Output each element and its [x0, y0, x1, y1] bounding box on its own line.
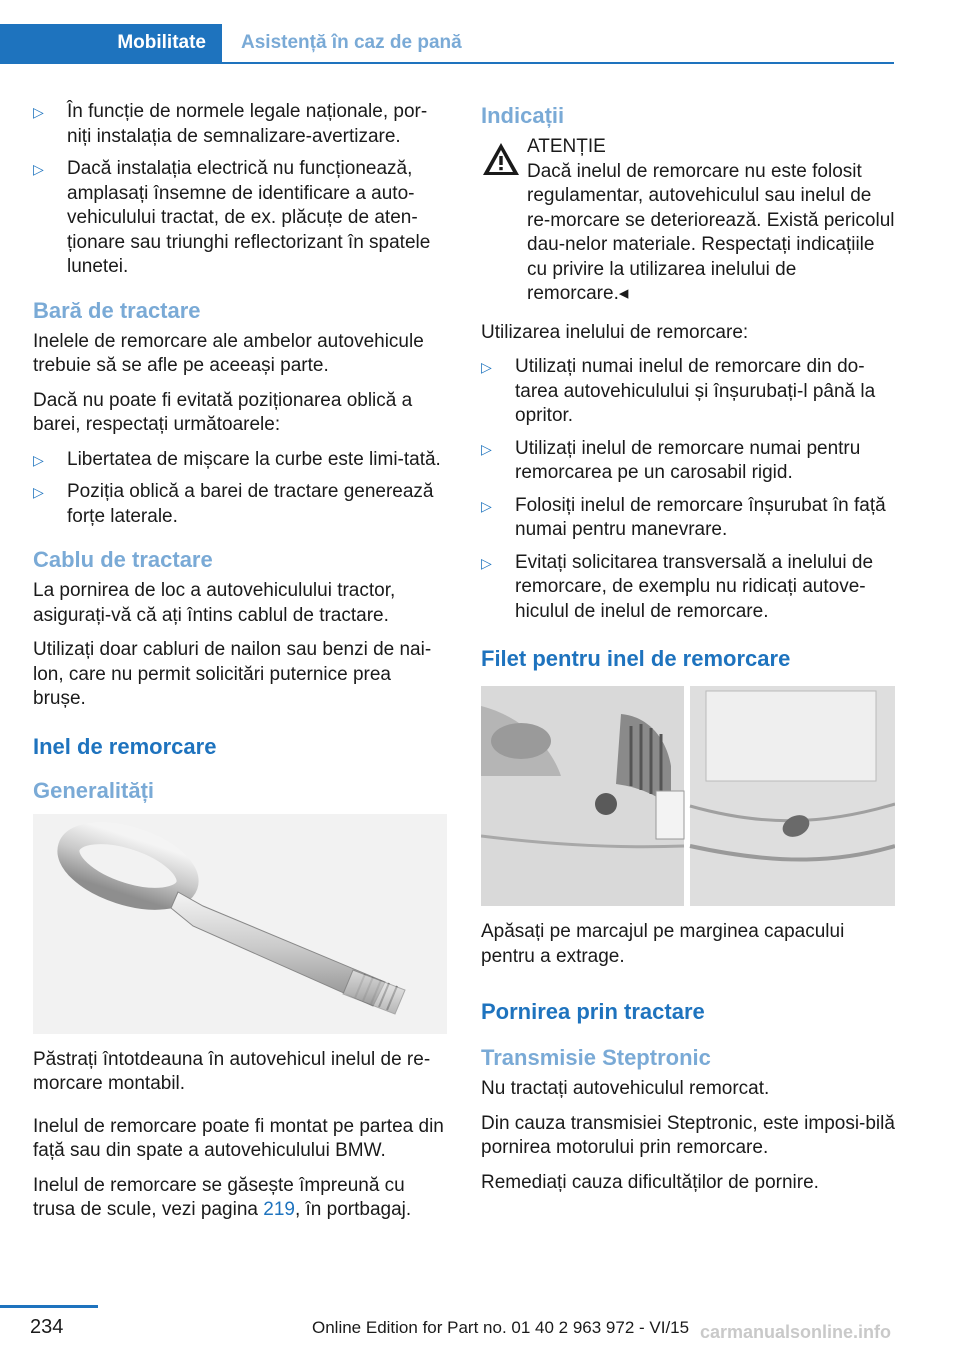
- paragraph-trusa: Inelul de remorcare se găsește împreună cu trusa de scule, vezi pagina 219, în portbagaj.: [33, 1174, 412, 1220]
- bullet-icon: ▷: [33, 484, 44, 500]
- list-item: ▷ Folosiți inelul de remorcare înșurubat în față numai pentru manevrare.: [481, 494, 886, 540]
- bullet-list-bara: [33, 448, 447, 530]
- paragraph: Utilizarea inelului de remorcare:: [481, 321, 749, 343]
- page-number: 234: [30, 1316, 64, 1338]
- list-item: ▷ Utilizați inelul de remorcare numai pentru remorcarea pe un carosabil rigid.: [481, 437, 861, 483]
- warning-label: ATENȚIE: [527, 136, 606, 157]
- bullet-icon: ▷: [481, 440, 492, 457]
- paragraph: La pornirea de loc a autovehiculului tractor, asigurați-vă că ați întins cablul de tractare.: [33, 580, 396, 626]
- bullet-icon: ▷: [33, 161, 44, 177]
- bullet-icon: ▷: [481, 359, 492, 375]
- section-title-indicatii: Indicații: [481, 103, 565, 128]
- warning-triangle-icon: [481, 141, 521, 185]
- bullet-icon: ▷: [33, 104, 44, 120]
- section-title-inel: Inel de remorcare: [33, 733, 217, 759]
- section-title-bara: Bară de tractare: [33, 297, 201, 323]
- tow-eye-image: [33, 814, 447, 1034]
- section-title-filet: Filet pentru inel de remorcare: [481, 646, 791, 671]
- bullet-icon: ▷: [481, 554, 492, 571]
- paragraph: Din cauza transmisiei Steptronic, este imposi‐bilă pornirea motorului prin remorcare.: [481, 1112, 895, 1158]
- list-item: ▷ Libertatea de mișcare la curbe este limi‐tată.: [33, 448, 447, 473]
- bumper-cover-image: [481, 686, 895, 906]
- paragraph: Inelul de remorcare poate fi montat pe partea din față sau din spate a autovehiculului BMW.: [33, 1115, 444, 1161]
- paragraph: Inelele de remorcare ale ambelor autovehicule trebuie să se afle pe aceeași parte.: [33, 330, 424, 376]
- paragraph: Nu tractați autovehiculul remorcat.: [481, 1078, 770, 1099]
- watermark: carmanualsonline.info: [700, 1322, 892, 1342]
- paragraph: Păstrați întotdeauna în autovehicul inelul de re‐morcare montabil.: [33, 1048, 431, 1094]
- list-item: ▷ În funcție de normele legale naționale, por‐niți instalația de semnalizare-avertizare.: [33, 101, 428, 147]
- tab-mobilitate[interactable]: Mobilitate: [0, 24, 222, 62]
- paragraph: Remediați cauza dificultăților de pornire.: [481, 1171, 819, 1193]
- list-item: ▷ Utilizați numai inelul de remorcare din do‐tarea autovehiculului și înșurubați-l până la opritor.: [481, 356, 876, 426]
- bullet-list-right: [481, 355, 895, 624]
- tab-asistenta[interactable]: Asistență în caz de pană: [241, 32, 462, 53]
- list-item: ▷ Dacă instalația electrică nu funcționează, amplasați însemne de identificare a auto‐vehiculului tractat, de ex. plăcuțe de aten‐ționare sau triunghi reflectorizant în spatele lunetei.: [33, 158, 431, 277]
- section-title-pornirea: Pornirea prin tractare: [481, 999, 705, 1024]
- bullet-list-top: [33, 100, 447, 280]
- right-column: [481, 100, 895, 1205]
- bullet-icon: ▷: [481, 497, 492, 514]
- paragraph: Dacă nu poate fi evitată poziționarea oblică a barei, respectați următoarele:: [33, 389, 413, 435]
- left-column: [33, 100, 447, 1233]
- page-link-219[interactable]: 219: [263, 1199, 295, 1220]
- paragraph: Utilizați doar cabluri de nailon sau benzi de nai‐lon, care nu permit solicitări puternice prea brușe.: [33, 639, 432, 709]
- paragraph: Apăsați pe marcajul pe marginea capacului pentru a extrage.: [481, 921, 845, 967]
- footer-rule: [0, 1305, 98, 1308]
- warning-box: [481, 135, 895, 160]
- list-item: ▷ Poziția oblică a barei de tractare generează forțe laterale.: [33, 481, 434, 527]
- bullet-icon: ▷: [33, 451, 44, 468]
- section-title-cablu: Cablu de tractare: [33, 547, 213, 572]
- edition-text: Online Edition for Part no. 01 40 2 963 972 - VI/15: [312, 1318, 690, 1337]
- subsection-title-generalitati: Generalități: [33, 777, 155, 803]
- warning-text: Dacă inelul de remorcare nu este folosit regulamentar, autovehiculul sau inelul de re‐morcare se deteriorează. Există pericolul dau‐nelor materiale. Respectați indicațiile cu privire la utilizarea inelului de remorcare.◂: [527, 160, 895, 304]
- subsection-title-steptronic: Transmisie Steptronic: [481, 1045, 711, 1070]
- list-item: ▷ Evitați solicitarea transversală a inelului de remorcare, de exemplu nu ridicați autove‐hiculul de inelul de remorcare.: [481, 551, 874, 622]
